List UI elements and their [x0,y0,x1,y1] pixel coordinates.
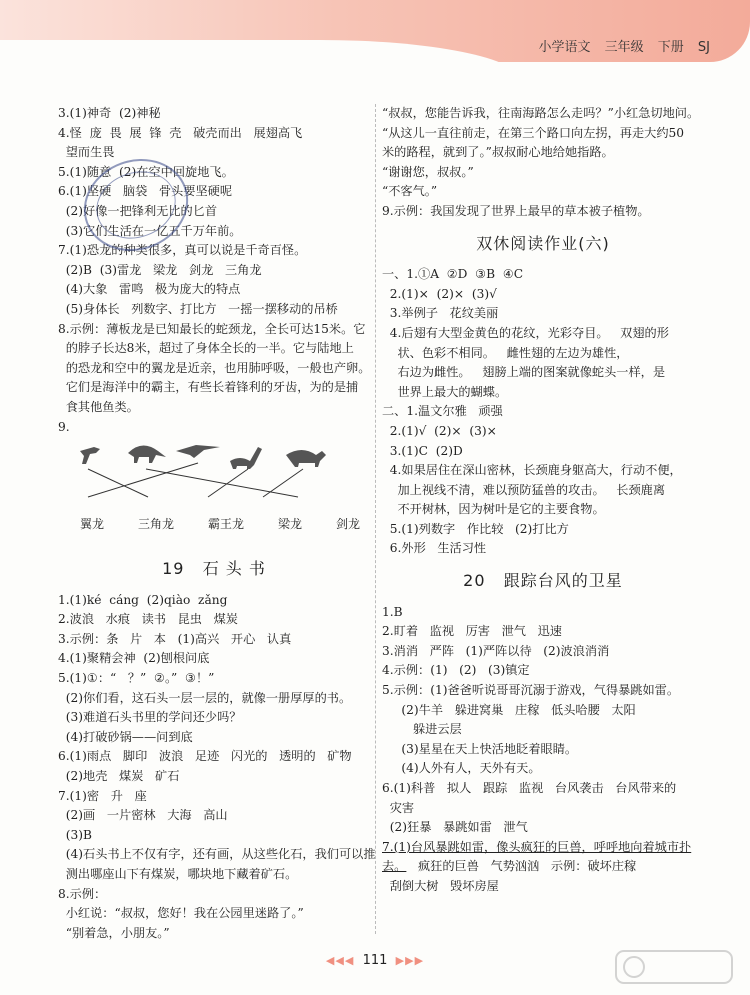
answer-line: (4)人外有人，天外有天。 [382,761,541,776]
answer-line: (5)身体长 列数字、打比方 一摇一摆移动的吊桥 [58,301,338,316]
answer-line: 加上视线不清，难以预防猛兽的攻击。 长颈鹿离 [382,482,666,497]
answer-line: 7.(1)台风暴跳如雷，像头疯狂的巨兽，呼呼地向着城市扑 [382,839,692,854]
answer-line: 一、1.①A ②D ③B ④C [382,267,524,282]
dino-label: 三角龙 [137,517,174,532]
answer-line: 9. [58,419,70,434]
matching-lines [88,463,303,497]
answer-line: (4)大象 雷鸣 极为庞大的特点 [58,282,241,297]
dino-label: 剑龙 [335,517,360,532]
answer-line: (2)B (3)雷龙 梁龙 剑龙 三角龙 [58,262,262,277]
answer-line: 5.示例：(1)爸爸听说哥哥沉溺于游戏，气得暴跳如雷。 [382,683,680,698]
answer-line: 2.(1)√ (2)× (3)× [382,423,497,438]
header-subject: 小学语文 [538,40,591,55]
answer-line: 3.消消 严阵 (1)严阵以待 (2)波浪消消 [382,643,610,658]
answer-line: 不开树林，因为树叶是它的主要食物。 [382,502,605,517]
answer-line: 小红说：“叔叔，您好！我在公园里迷路了。” [58,906,304,921]
answer-line: 6.(1)雨点 脚印 波浪 足迹 闪光的 透明的 矿物 [58,749,352,764]
answer-line: 2.波浪 水痕 读书 昆虫 煤炭 [58,612,238,627]
answer-line: (3)它们生活在一亿五千万年前。 [58,223,242,238]
answer-line: 望而生畏 [58,145,115,160]
answer-line: (2)地壳 煤炭 矿石 [58,769,180,784]
answer-line: 3.举例子 花纹美丽 [382,306,499,321]
review-stamp [76,150,196,260]
answer-line: 6.(1)科普 拟人 跟踪 监视 台风袭击 台风带来的 [382,781,677,795]
answer-line: (3)星星在天上快活地眨着眼睛。 [382,741,578,756]
lesson19-title: 石 头 书 [202,559,266,579]
answer-line: (2)好像一把锋利无比的匕首 [58,203,218,218]
answer-line: “别着急，小朋友。” [58,925,170,940]
answers-lesson20 [382,603,704,838]
dinosaur-labels [80,515,360,535]
answer-line: 世界上最大的蝴蝶。 [382,384,508,399]
answer-line: 4.怪 庞 畏 展 锋 壳 破壳而出 展翅高飞 [58,125,303,140]
answer-line: 右边为雌性。 翅膀上端的图案就像蛇头一样，是 [382,365,666,380]
watermark-logo [614,947,734,987]
dinosaur-matching-figure [58,439,370,547]
answer-line: 灾害 [382,800,415,815]
answers-lesson19 [58,591,376,944]
answer-line: 9.示例：我国发现了世界上最早的草本被子植物。 [382,203,650,218]
header-grade: 三年级 [604,40,644,55]
answer-line: 2.(1)× (2)× (3)√ [382,286,497,301]
answer-line: 3.(1)C (2)D [382,443,463,458]
answer-line [382,857,704,877]
answer-text: 疯狂的巨兽 气势汹汹 示例：破坏庄稼 [406,859,637,874]
answer-line: 7.(1)密 升 座 [58,788,147,803]
answer-line: 状、色彩不相同。 雌性翅的左边为雄性， [382,345,629,360]
answer-line: 4.后翅有大型金黄色的花纹，光彩夺目。 双翅的形 [382,325,669,340]
answer-line: 7.(1)恐龙的种类很多，真可以说是千奇百怪。 [58,243,307,258]
answer-line: 8.示例： [58,886,107,901]
dino-label: 翼龙 [80,517,105,532]
answer-line: 4.(1)聚精会神 (2)刨根问底 [58,651,210,666]
answer-line: 4.示例：(1) (2) (3)镇定 [382,663,530,678]
lesson20-title: 跟踪台风的卫星 [503,571,623,591]
answer-line: “谢谢您，叔叔。” [382,164,474,179]
dino-label: 梁龙 [277,517,302,532]
page-header [528,36,710,55]
header-volume: 下册 [657,40,684,55]
answer-line: “叔叔，您能告诉我，往南海路怎么走吗？”小红急切地问。 [382,106,700,120]
answer-line: 4.如果居住在深山密林，长颈鹿身躯高大，行动不便， [382,463,682,478]
dinosaur-silhouettes [80,445,326,469]
answer-line: 3.示例：条 片 本 (1)高兴 开心 认真 [58,631,292,646]
lesson20-number: 20 [463,571,486,591]
answer-line: “从这儿一直往前走，在第三个路口向左拐，再走大约50 [382,125,685,140]
column-divider [375,104,376,934]
answer-line: 的脖子长达8米，超过了身体全长的一半。它与陆地上 [58,341,354,356]
answers-lesson19-continued [382,104,704,222]
answer-line: (2)狂暴 暴跳如雷 泄气 [382,820,528,835]
answer-line: 它们是海洋中的霸主，有些长着锋利的牙齿，为的是捕 [58,380,359,395]
lesson19-heading [58,559,370,579]
answer-line: 食其他鱼类。 [58,399,139,414]
answer-underlined: 去。 [382,859,407,874]
answer-line: 2.盯着 监视 厉害 泄气 迅速 [382,624,562,639]
answer-line: (2)画 一片密林 大海 高山 [58,808,228,823]
weekend-reading-title: 双休阅读作业(六) [476,233,610,253]
page-number: 111 [362,953,388,968]
answer-line: (2)你们看，这石头一层一层的，就像一册厚厚的书。 [58,690,352,705]
answer-line: 躲进云层 [382,722,462,737]
answer-line: (4)石头书上不仅有字，还有画，从这些化石，我们可以推 [58,847,376,862]
answer-line: (3)B [58,827,92,842]
dinosaur-matching-lines [58,439,368,519]
dino-label: 霸王龙 [207,517,244,532]
answer-line: 二、1.温文尔雅 顽强 [382,404,503,419]
answer-line: 米的路程，就到了。”叔叔耐心地给她指路。 [382,145,614,160]
right-column [382,104,704,897]
answers-weekend-reading [382,265,704,559]
answer-line: (4)打破砂锅——问到底 [58,729,193,744]
answer-line: 测出哪座山下有煤炭，哪块地下藏着矿石。 [58,867,298,881]
answer-line: 刮倒大树 毁坏房屋 [382,878,499,893]
answer-line: 6.(1)坚硬 脑袋 骨头要坚硬呢 [58,184,233,199]
answer-line: 的恐龙和空中的翼龙是近亲，也用肺呼吸，一般也产卵。 [58,360,371,375]
lesson19-number: 19 [162,559,185,579]
answer-line: 5.(1)①：“ ？” ②。” ③！” [58,671,215,686]
weekend-reading-heading [382,234,704,254]
answer-line: 1.B [382,604,403,619]
lesson20-heading [382,571,704,591]
answer-line: (3)难道石头书里的学问还少吗？ [58,710,242,725]
answer-line: 5.(1)随意 (2)在空中回旋地飞。 [58,164,234,179]
answer-line: 5.(1)列数字 作比较 (2)打比方 [382,521,569,536]
footer-left-arrows: ◀◀◀ [325,954,355,967]
header-edition: SJ [697,40,710,55]
footer-right-arrows: ▶▶▶ [395,954,425,967]
answer-line: 3.(1)神奇 (2)神秘 [58,106,161,120]
answer-line: 8.示例：薄板龙是已知最长的蛇颈龙，全长可达15米。它 [58,321,366,336]
answer-line: “不客气。” [382,184,438,199]
answer-line: 6.外形 生活习性 [382,541,487,556]
answer-line: (2)牛羊 躲进窝巢 庄稼 低头哈腰 太阳 [382,702,636,717]
answer-line: 1.(1)ké cáng (2)qiào zǎng [58,592,228,607]
